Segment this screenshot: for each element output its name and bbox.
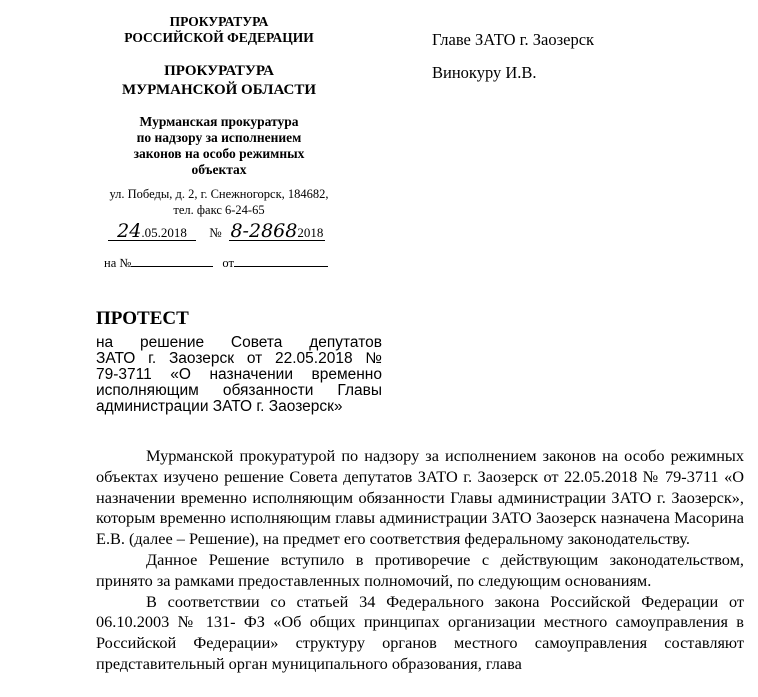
letterhead-federal (90, 14, 348, 46)
department-line: Мурманская прокуратура (139, 114, 299, 129)
address-line: ул. Победы, д. 2, г. Снежногорск, 184682, (109, 187, 329, 201)
subject-line: 79-3711 «О назначении временно (96, 366, 382, 383)
reply-number-blank (131, 254, 213, 267)
department-line: объектах (191, 162, 247, 177)
letterhead-region-line2: МУРМАНСКОЙ ОБЛАСТИ (121, 82, 317, 98)
outgoing-date-rest: .05.2018 (141, 225, 187, 240)
letterhead-federal-line2: РОССИЙСКОЙ ФЕДЕРАЦИИ (124, 30, 314, 45)
body-paragraph: В соответствии со статьей 34 Федерального закона Российской Федерации от 06.10.2003 № 131- ФЗ «Об общих принципах организации местного самоуправления в Российской Федерации» структуру органов местного самоуправления составляют представительный орган муниципального образования, глава (96, 591, 744, 673)
document-subject (96, 335, 382, 415)
letterhead-region-line1: ПРОКУРАТУРА (164, 63, 274, 79)
addressee-title: Главе ЗАТО г. Заозерск (432, 30, 595, 49)
addressee-name: Винокуру И.В. (432, 63, 537, 82)
phone-fax-line: тел. факс 6-24-65 (173, 203, 265, 217)
letterhead-region (90, 62, 348, 100)
reply-reference (104, 254, 328, 271)
department-line: законов на особо режимных (133, 146, 305, 161)
reply-date-label: от (222, 256, 234, 270)
body-paragraph: Мурманской прокуратурой по надзору за исполнением законов на особо режимных объектах изучено решение Совета депутатов ЗАТО г. Заозерск от 22.05.2018 № 79-3711 «О назначении временно исполняющим обязанности Главы администрации ЗАТО г. Заозерск», которым временно исполняющим главы администрации ЗАТО Заозерск назначена Масорина Е.В. (далее – Решение), на предмет его соответствия федеральному законодательству. (96, 446, 744, 549)
outgoing-number (229, 220, 325, 242)
letterhead-department (90, 114, 348, 178)
document-title: ПРОТЕСТ (96, 308, 189, 329)
subject-line: администрации ЗАТО г. Заозерск» (96, 398, 343, 415)
outgoing-day: 24 (117, 220, 142, 242)
subject-line: исполняющим обязанности Главы (96, 382, 382, 399)
document-body (96, 446, 744, 675)
outgoing-date (108, 220, 196, 242)
subject-line: ЗАТО г. Заозерск от 22.05.2018 № (96, 350, 382, 367)
letterhead-address (80, 186, 358, 218)
outgoing-number-year: 2018 (297, 225, 324, 240)
outgoing-date-number (108, 220, 325, 242)
department-line: по надзору за исполнением (136, 130, 302, 145)
outgoing-number-handwritten: 8-2868 (230, 220, 298, 242)
reply-number-label: на № (104, 256, 132, 270)
subject-line: на решение Совета депутатов (96, 334, 382, 351)
body-paragraph: Данное Решение вступило в противоречие с действующим законодательством, принято за рамками предоставленных полномочий, по следующим основаниям. (96, 549, 744, 590)
number-label: № (209, 225, 222, 240)
reply-date-blank (234, 254, 328, 267)
letterhead-federal-line1: ПРОКУРАТУРА (169, 14, 269, 29)
